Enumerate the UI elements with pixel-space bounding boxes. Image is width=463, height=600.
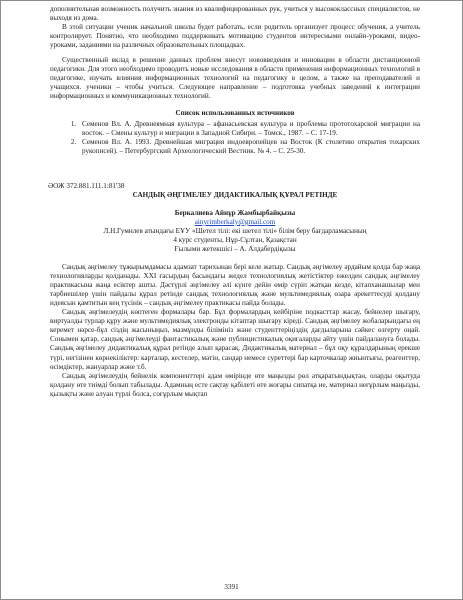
page-number: 3391 [224,583,239,591]
references-title: Список использованных источников [175,109,295,118]
body-paragraph: В этой ситуации ученик начальной школы будет работать, если родитель организует процесс обучения, а учитель контролирует. Понятно, что необходимо поддерживать мотивацию студентов интересными онлайн-уроками, видео-уроками, заданиями на различных образовательных площадках. [50,23,420,50]
author-email-line [50,218,420,227]
body-paragraph: Существенный вклад в решение данных проблем внесут нововведения и инновации в области дистанционной педагогики. Для этого необходимо проводить новые исследования в области применения информационных технологий в педагогике, изучать влияния информационных технологий на педагогику в целом, а также на преподавателей и учащихся. ученики – чтобы учиться. Следующее направление – подготовка учебных заведений к интеграции информационных и коммуникационных технологий. [50,56,420,101]
reference-item: 1. Семенов Вл. А. Древнеямная культура – афанасьевская культура и проблемы прототохарской миграции на восток. – Смены культур и миграции в Западной Сибири. – Томск., 1987. – С. 17-19. [78,120,420,138]
supervisor: Ғылыми жетекшісі – А. Алдабердіқызы [174,244,296,253]
affiliation: Л.Н.Гумилев атындағы ЕҰУ «Шетел тілі: екі шетел тілі» білім беру бағдарламасының [103,226,367,235]
author-name: Беркалиева Айнұр Жамбырбайқызы [174,208,296,217]
author-email-link[interactable]: ainyrimberkaly@gmail.com [194,217,276,226]
reference-item: 2. Семенов Вл. А. 1993. Древнейшая миграция индоевропейцев на Восток (К столетию открытия тохарских рукописей). – Петербургский Археологический Вестник. № 4. – С. 25-30. [78,138,420,156]
body-paragraph: Сандық әңгімелеу тұжырымдамасы адамзат тарихынан бері келе жатыр. Сандық әңгімелеу әрдайым қолда бар жаңа технологияларды қолданады. XXI ғасырдың басындағы жедел технологиялық жетістіктер ежелден сандық әңгімелеу практикасына жаңа есіктер ашты. Дәстүрлі әңгімелеу әлі күнге дейін өмір сүріп жатқан кезде, кітапханашылар мен тәрбиешілер үшін пайдалы құрал ретінде сандық технологиялық және мультимедиялық өзара әрекеттесуді қолдану идеясын қамтитын кең түсінік – сандық әңгімелеу практикасы пайда болады. [50,263,420,308]
references-list [50,120,420,156]
body-paragraph: дополнительная возможность получить знания из квалифицированных рук, учиться у высококлассных специалистов, не выходя из дома. [50,5,420,23]
section-gap [50,254,420,263]
article-title: САНДЫҚ ӘҢГІМЕЛЕУ ДИДАКТИКАЛЫҚ ҚҰРАЛ РЕТІНДЕ [132,190,338,199]
udc-code: ӘОЖ 372.881.111.1:81'38 [48,181,125,190]
affiliation: 4 курс студенты, Нұр-Сұлтан, Қазақстан [173,235,297,244]
body-paragraph: Сандық әңгімелеудің бейнелік компоненттері адам өмірінде өте маңызды рөл атқаратындықтан, оларды оқытуда қолдану өте тиімді болып табылады. Адамның есте сақтау қабілеті өте жоғары сипатқа ие, материал неғұрлым маңызды, қызықты және алуан түрлі болса, соғұрлым мықтап [50,371,420,398]
body-paragraph: Сандық әңгімелеудің көптеген формалары бар. Бұл формалардың кейбіріне подкасттар жасау, бейнелер шығару, виртуалды турлар құру және мультимедиялық электронды кітаптар шығару кіреді. Сандық әңгімелеу жобаларындағы ең керемет нәрсе-бұл сіздің жасыныңыз, мазмұнды білімініз және студенттеріңіздің дағдыларына сәйкес өзгерту оңай. Сонымен қатар, сандық әңгімелеуді фантастикалық және публицистикалық оқиғаларды айту үшін пайдалануға болады. Сандық әңгімелеу дидактикалық құрал ретінде алып қарасақ. Дидактикалық материал – бұл оқу құралдарының ерекше түрі, негізінен көрнекіліктер: карталар, кестелер, мәтін, сандар немесе суреттері бар карточкалар жиынтығы, реагенттер, өсімдіктер, жануарлар және т.б. [50,308,420,371]
